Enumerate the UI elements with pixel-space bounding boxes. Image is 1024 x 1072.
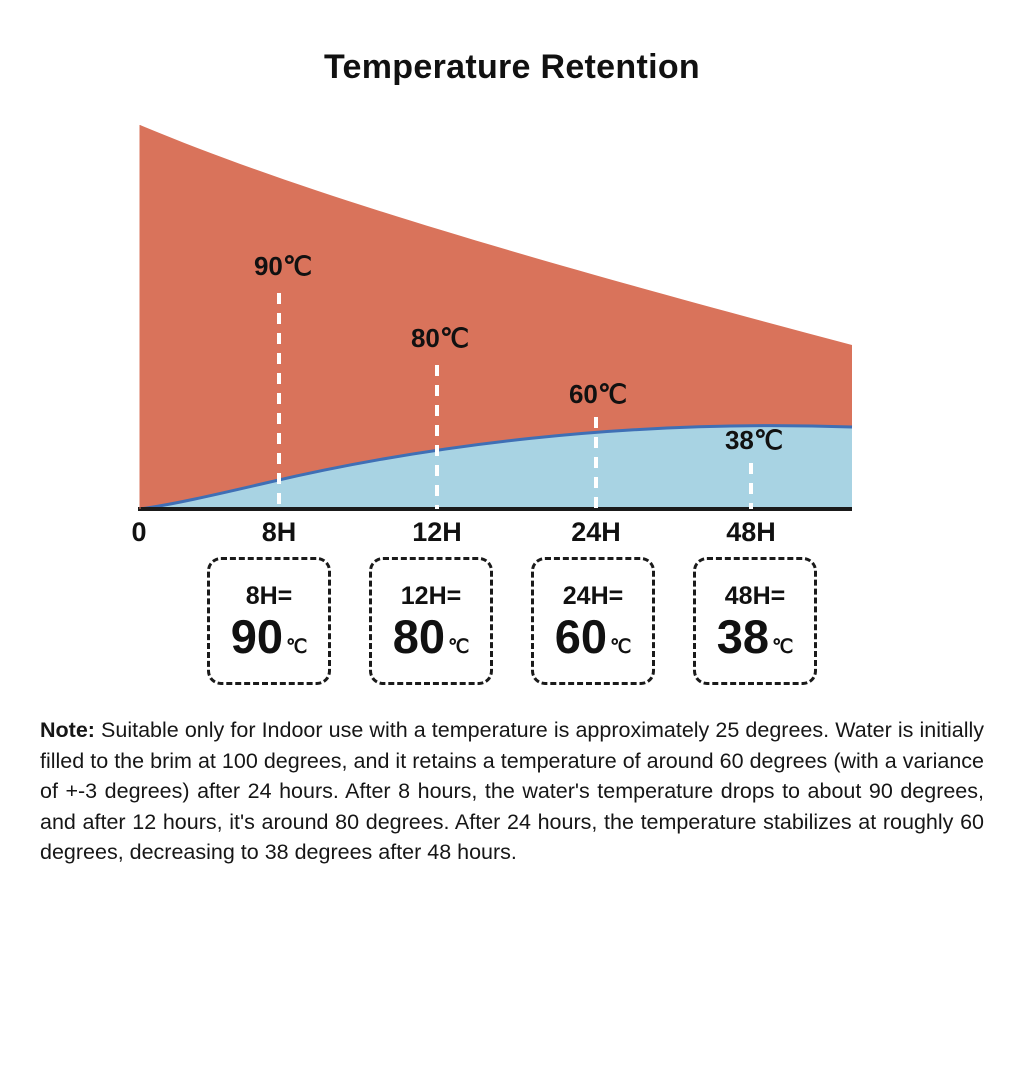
x-tick-12h: 12H xyxy=(412,517,462,547)
stat-card-label: 24H= xyxy=(562,582,624,610)
stat-card-unit: ℃ xyxy=(285,637,308,658)
stat-card-value: 90 xyxy=(230,610,283,663)
note-label: Note: xyxy=(40,718,95,742)
stat-card-8h xyxy=(207,557,331,685)
stat-cards-row xyxy=(0,557,1024,685)
note-block xyxy=(40,715,984,868)
stat-card-48h xyxy=(693,557,817,685)
stat-card-value: 80 xyxy=(392,610,445,663)
x-tick-24h: 24H xyxy=(571,517,621,547)
stat-card-unit: ℃ xyxy=(771,637,794,658)
stat-card-24h xyxy=(531,557,655,685)
x-tick-48h: 48H xyxy=(726,517,776,547)
stat-card-value-line xyxy=(392,610,470,663)
stat-card-value: 60 xyxy=(554,610,607,663)
stat-card-12h xyxy=(369,557,493,685)
stat-card-label: 12H= xyxy=(400,582,462,610)
stat-card-value: 38 xyxy=(716,610,769,663)
callout-24h: 60℃ xyxy=(568,379,628,409)
chart-canvas xyxy=(0,97,1024,547)
note-text: Suitable only for Indoor use with a temperature is approximately 25 degrees. Water is initially filled to the brim at 100 degrees, and it retains a temperature of around 60 degrees (with a variance of +-3 degrees) after 24 hours. After 8 hours, the water's temperature drops to about 90 degrees, and after 12 hours, it's around 80 degrees. After 24 hours, the temperature stabilizes at roughly 60 degrees, decreasing to 38 degrees after 48 hours. xyxy=(40,718,984,865)
x-tick-8h: 8H xyxy=(261,517,297,547)
page-title: Temperature Retention xyxy=(324,48,700,86)
callout-48h: 38℃ xyxy=(724,425,784,455)
stat-card-unit: ℃ xyxy=(609,637,632,658)
stat-card-value-line xyxy=(716,610,794,663)
stat-card-unit: ℃ xyxy=(447,637,470,658)
stat-card-label: 8H= xyxy=(245,582,293,610)
temperature-retention-chart xyxy=(0,97,1024,547)
x-tick-0: 0 xyxy=(131,517,147,547)
callout-12h: 80℃ xyxy=(410,323,470,353)
callout-8h: 90℃ xyxy=(253,251,313,281)
stat-card-label: 48H= xyxy=(724,582,786,610)
stat-card-value-line xyxy=(230,610,308,663)
stat-card-value-line xyxy=(554,610,632,663)
